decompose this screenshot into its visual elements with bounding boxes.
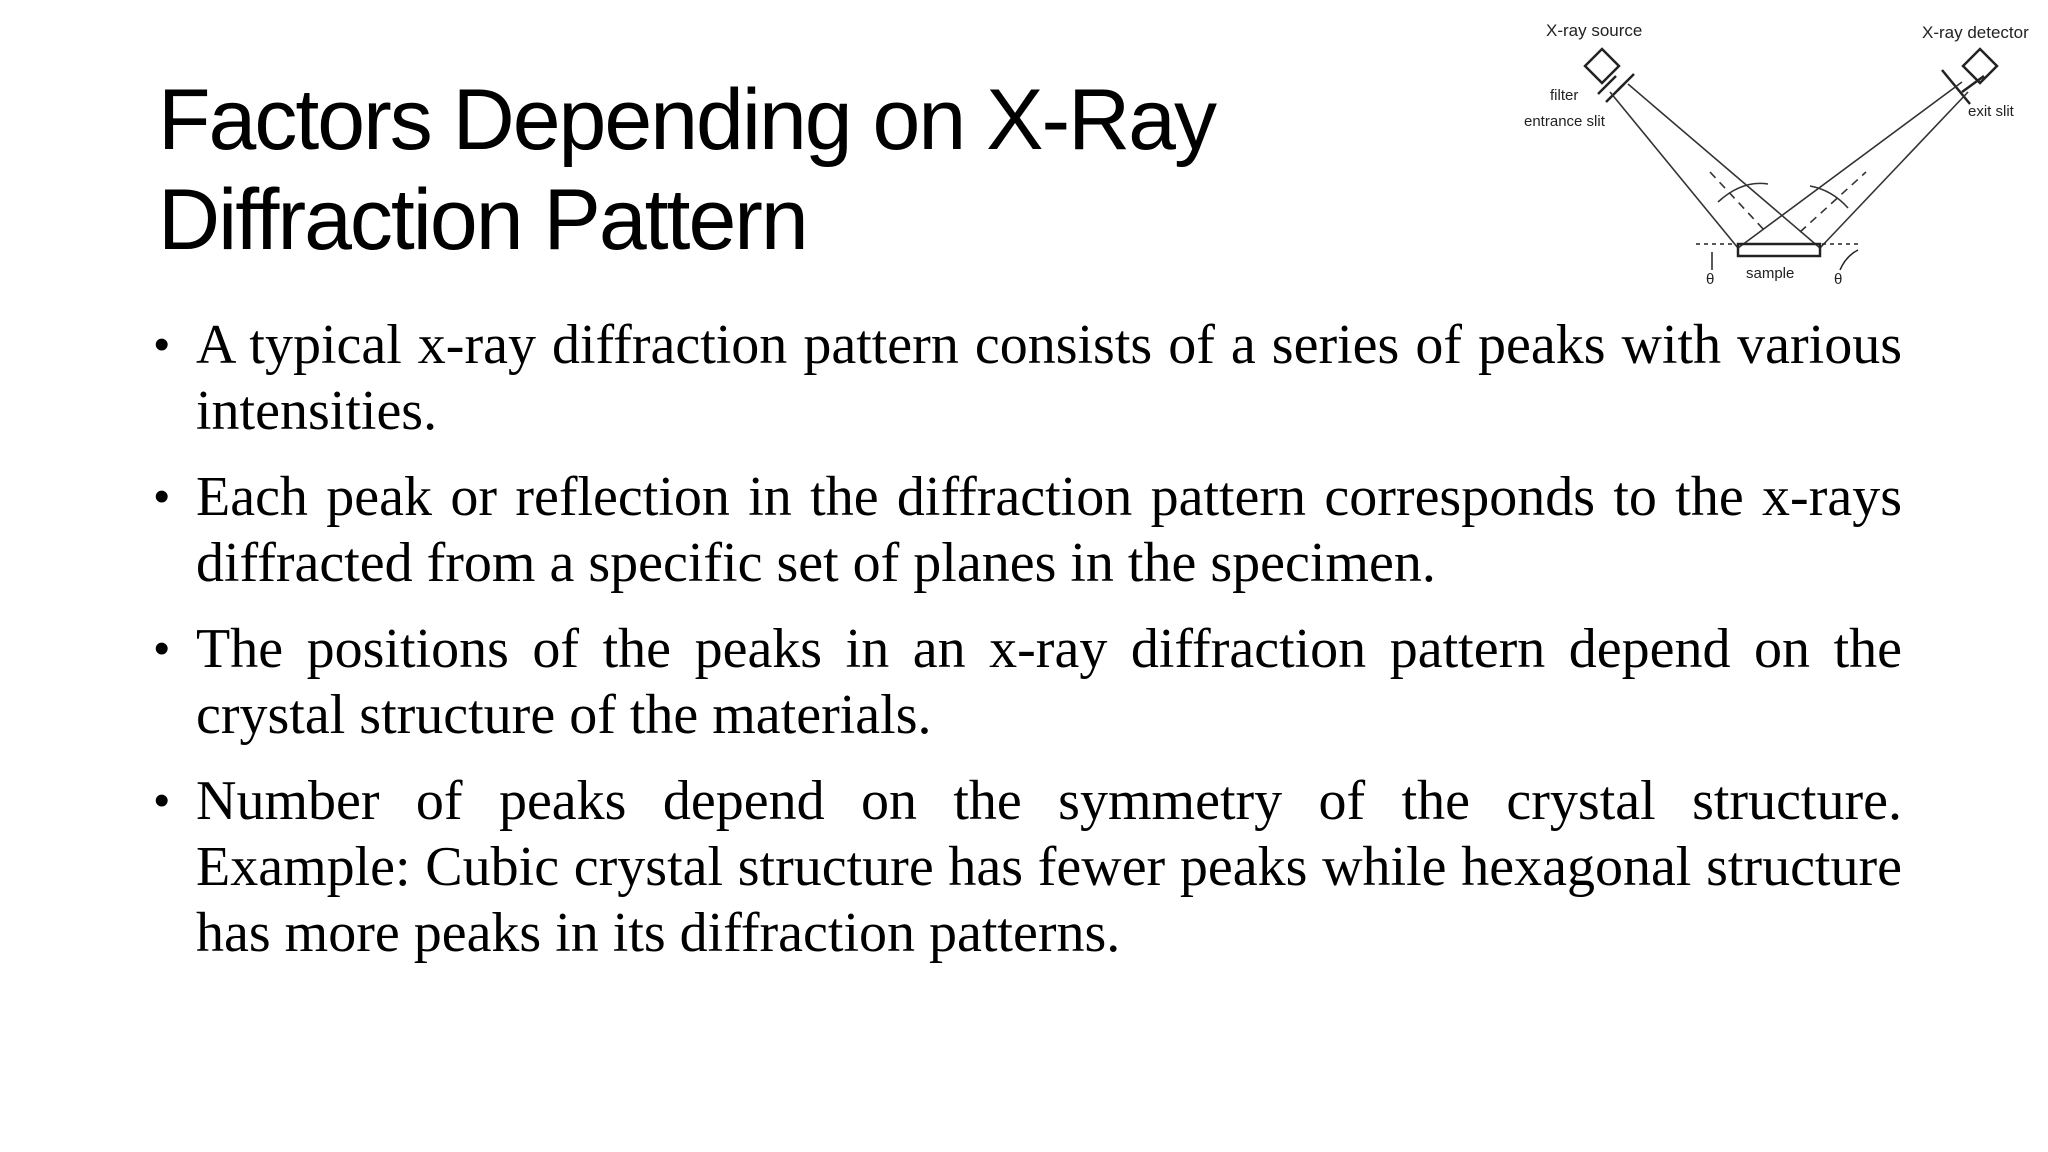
bullet-item (150, 768, 1902, 966)
entrance-slit-icon (1598, 74, 1634, 102)
bullet-text: Each peak or reflection in the diffraction pattern corresponds to the x-rays diffracted from a specific set of planes in the specimen. (196, 466, 1902, 594)
bullet-item (150, 616, 1902, 748)
bullet-text: A typical x-ray diffraction pattern consists of a series of peaks with various intensities. (196, 314, 1902, 442)
label-xray-source: X-ray source (1546, 21, 1643, 40)
slide-title: Factors Depending on X-Ray Diffraction Pattern (158, 72, 1216, 268)
bullet-list (150, 312, 1902, 986)
xrd-diagram (1510, 12, 2040, 292)
bullet-marker: • (154, 624, 170, 673)
label-theta-right: θ (1834, 271, 1843, 288)
xray-beams (1610, 82, 1968, 248)
bullet-text: Number of peaks depend on the symmetry of the crystal structure. Example: Cubic crystal structure has fewer peaks while hexagonal structure has more peaks in its diffraction patterns. (196, 770, 1902, 964)
label-xray-detector: X-ray detector (1922, 23, 2029, 42)
bullet-marker: • (154, 472, 170, 521)
bullet-marker: • (154, 776, 170, 825)
bullet-text: The positions of the peaks in an x-ray diffraction pattern depend on the crystal structure of the materials. (196, 618, 1902, 746)
label-exit-slit: exit slit (1968, 103, 2014, 120)
bullet-marker: • (154, 320, 170, 369)
label-theta-left: θ (1706, 271, 1715, 288)
exit-slit-icon (1942, 70, 1984, 104)
label-entrance-slit: entrance slit (1524, 113, 1605, 130)
label-filter: filter (1550, 87, 1579, 104)
label-sample: sample (1746, 265, 1795, 282)
bullet-item (150, 312, 1902, 444)
bullet-item (150, 464, 1902, 596)
